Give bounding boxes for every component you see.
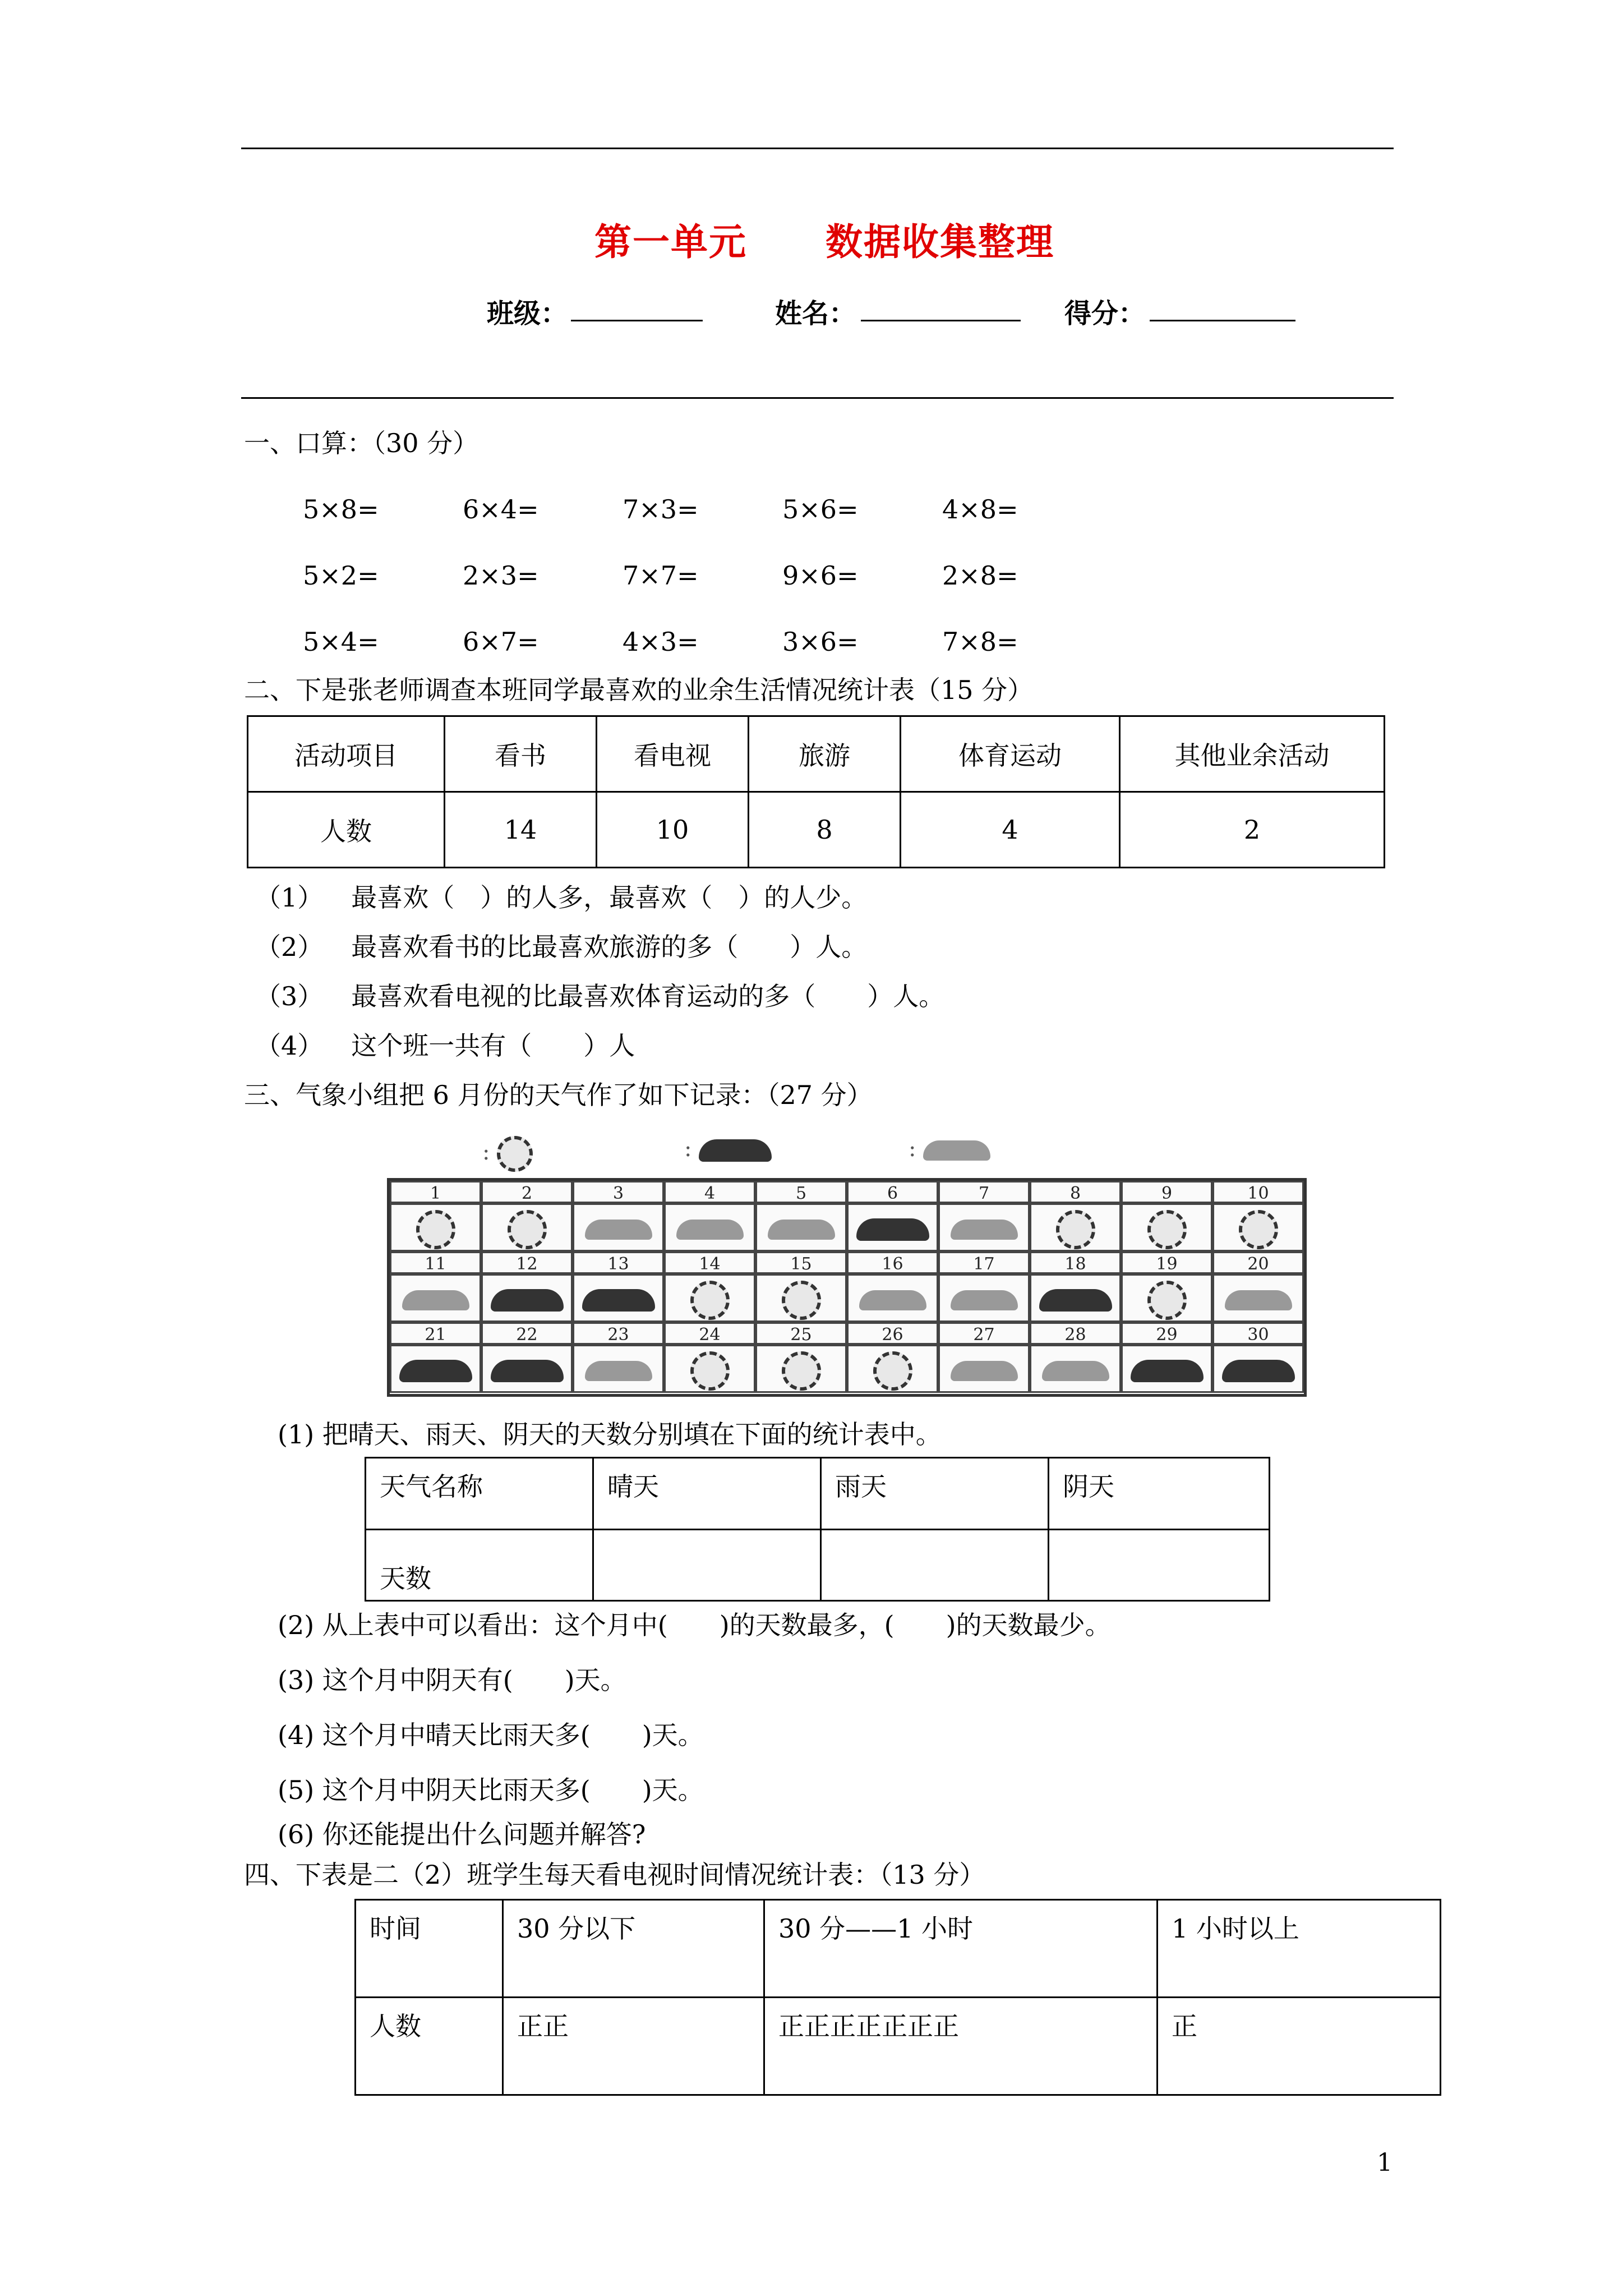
calendar-weather-cell <box>573 1345 664 1393</box>
s2-question-2 <box>255 930 867 964</box>
oral-problem: 6×4= <box>463 494 539 524</box>
calendar-day-number: 18 <box>1030 1251 1121 1274</box>
calendar-weather-cell <box>390 1274 481 1322</box>
rain-cloud-icon <box>1131 1360 1204 1382</box>
calendar-day-number: 9 <box>1121 1181 1212 1203</box>
table-cell: 正 <box>1158 1998 1441 2095</box>
class-label: 班级： <box>487 298 568 329</box>
sun-icon <box>782 1281 821 1320</box>
cloud-icon <box>585 1361 652 1381</box>
s3-question-1: (1) 把晴天、雨天、阴天的天数分别填在下面的统计表中。 <box>278 1419 942 1450</box>
calendar-weather-cell <box>390 1345 481 1393</box>
sun-icon <box>508 1210 547 1249</box>
calendar-weather-cell <box>390 1203 481 1251</box>
calendar-day-number: 3 <box>573 1181 664 1203</box>
calendar-weather-cell <box>481 1203 573 1251</box>
table-cell: 活动项目 <box>248 716 445 792</box>
weather-legend <box>482 1136 533 1172</box>
calendar-weather-cell <box>1212 1203 1304 1251</box>
calendar-weather-cell <box>1121 1274 1212 1322</box>
oral-problem: 5×8= <box>303 494 379 524</box>
calendar-day-number: 30 <box>1212 1322 1304 1345</box>
oral-problem: 6×7= <box>463 627 539 657</box>
calendar-day-number: 25 <box>755 1322 847 1345</box>
s2-question-4 <box>255 1029 635 1062</box>
question-number: （4） <box>255 1030 324 1061</box>
calendar-day-number: 12 <box>481 1251 573 1274</box>
table-cell: 其他业余活动 <box>1120 716 1385 792</box>
s3-question-2: (2) 从上表中可以看出：这个月中( )的天数最多，( )的天数最少。 <box>278 1610 1111 1640</box>
calendar-day-number: 6 <box>847 1181 938 1203</box>
sun-icon <box>1239 1210 1278 1249</box>
table-cell: 雨天 <box>821 1458 1049 1530</box>
calendar-weather-cell <box>755 1345 847 1393</box>
weather-legend-cloud <box>909 1136 990 1162</box>
title-topic: 数据收集整理 <box>825 220 1054 264</box>
calendar-day-number: 16 <box>847 1251 938 1274</box>
legend-colon: : <box>482 1139 490 1165</box>
table-cell: 30 分——1 小时 <box>764 1900 1158 1998</box>
table-cell: 4 <box>901 792 1120 868</box>
activity-table <box>247 715 1385 868</box>
calendar-weather-cell <box>755 1203 847 1251</box>
oral-problem: 7×3= <box>623 494 699 524</box>
calendar-weather-cell <box>573 1203 664 1251</box>
sun-icon <box>690 1281 730 1320</box>
rain-cloud-icon <box>1222 1360 1295 1382</box>
cloud-icon <box>859 1290 926 1310</box>
table-row <box>356 1998 1441 2095</box>
cloud-icon <box>676 1220 744 1240</box>
calendar-day-number: 24 <box>664 1322 755 1345</box>
cloud-icon <box>402 1290 469 1310</box>
oral-problem: 3×6= <box>782 627 859 657</box>
calendar-day-number: 21 <box>390 1322 481 1345</box>
name-blank[interactable] <box>861 320 1021 321</box>
header-bottom-rule <box>241 397 1394 399</box>
sun-icon <box>1056 1210 1095 1249</box>
cloud-icon <box>768 1220 835 1240</box>
table-cell: 体育运动 <box>901 716 1120 792</box>
name-label: 姓名： <box>775 298 856 329</box>
section3-heading: 三、气象小组把 6 月份的天气作了如下记录：（27 分） <box>244 1080 873 1110</box>
rain-cloud-icon <box>1039 1289 1112 1312</box>
answer-cell[interactable] <box>1049 1530 1270 1601</box>
calendar-weather-cell <box>938 1345 1030 1393</box>
sun-icon <box>1147 1281 1187 1320</box>
section4-heading: 四、下表是二（2）班学生每天看电视时间情况统计表：（13 分） <box>244 1860 985 1890</box>
question-text: 最喜欢看电视的比最喜欢体育运动的多（ ）人。 <box>351 981 945 1011</box>
table-cell: 阴天 <box>1049 1458 1270 1530</box>
calendar-weather-cell <box>664 1345 755 1393</box>
calendar-day-number: 5 <box>755 1181 847 1203</box>
cloud-icon <box>951 1361 1018 1381</box>
oral-problem: 7×8= <box>942 627 1018 657</box>
calendar-weather-cell <box>938 1274 1030 1322</box>
sun-icon <box>782 1351 821 1391</box>
oral-problem: 5×4= <box>303 627 379 657</box>
calendar-day-number: 23 <box>573 1322 664 1345</box>
weather-summary-table <box>365 1457 1270 1602</box>
calendar-day-number: 4 <box>664 1181 755 1203</box>
calendar-day-number: 13 <box>573 1251 664 1274</box>
rain-cloud-icon <box>856 1218 929 1241</box>
title-unit: 第一单元 <box>594 220 747 264</box>
sun-icon <box>497 1136 533 1172</box>
calendar-weather-cell <box>1212 1345 1304 1393</box>
answer-cell[interactable] <box>821 1530 1049 1601</box>
section2-heading: 二、下是张老师调查本班同学最喜欢的业余生活情况统计表（15 分） <box>244 675 1034 705</box>
rain-cloud-icon <box>699 1139 772 1162</box>
question-number: （1） <box>255 882 324 913</box>
oral-problem: 9×6= <box>782 560 859 591</box>
cloud-icon <box>923 1140 990 1161</box>
cloud-icon <box>951 1290 1018 1310</box>
oral-problem: 5×6= <box>782 494 859 524</box>
question-text: 最喜欢（ ）的人多，最喜欢（ ）的人少。 <box>351 882 868 913</box>
table-cell: 看书 <box>445 716 597 792</box>
calendar-day-number: 19 <box>1121 1251 1212 1274</box>
table-cell: 天数 <box>366 1530 593 1601</box>
oral-problem: 2×8= <box>942 560 1018 591</box>
cloud-icon <box>585 1220 652 1240</box>
cloud-icon <box>1225 1290 1292 1310</box>
rain-cloud-icon <box>491 1360 564 1382</box>
s2-question-3 <box>255 979 944 1013</box>
calendar-day-number: 1 <box>390 1181 481 1203</box>
oral-problem: 4×8= <box>942 494 1018 524</box>
score-blank[interactable] <box>1150 320 1295 321</box>
calendar-weather-cell <box>573 1274 664 1322</box>
question-text: 这个班一共有（ ）人 <box>351 1030 635 1061</box>
table-cell: 10 <box>597 792 749 868</box>
legend-colon: : <box>909 1136 916 1162</box>
calendar-weather-cell <box>481 1274 573 1322</box>
s3-question-6: (6) 你还能提出什么问题并解答? <box>278 1819 646 1849</box>
calendar-weather-cell <box>847 1203 938 1251</box>
table-cell: 人数 <box>248 792 445 868</box>
calendar-day-number: 10 <box>1212 1181 1304 1203</box>
answer-cell[interactable] <box>593 1530 821 1601</box>
table-cell: 晴天 <box>593 1458 821 1530</box>
calendar-weather-cell <box>1121 1345 1212 1393</box>
table-row <box>366 1458 1270 1530</box>
calendar-day-number: 26 <box>847 1322 938 1345</box>
page-number: 1 <box>1377 2148 1393 2177</box>
calendar-weather-cell <box>1030 1274 1121 1322</box>
legend-colon: : <box>684 1136 692 1162</box>
s3-question-5: (5) 这个月中阴天比雨天多( )天。 <box>278 1775 704 1805</box>
calendar-weather-cell <box>1030 1345 1121 1393</box>
calendar-day-number: 11 <box>390 1251 481 1274</box>
oral-problem: 5×2= <box>303 560 379 591</box>
tv-time-table <box>354 1899 1441 2096</box>
table-cell: 14 <box>445 792 597 868</box>
rain-cloud-icon <box>491 1289 564 1312</box>
score-label: 得分： <box>1064 298 1146 329</box>
table-cell: 2 <box>1120 792 1385 868</box>
calendar-day-number: 15 <box>755 1251 847 1274</box>
calendar-day-number: 22 <box>481 1322 573 1345</box>
calendar-weather-cell <box>664 1274 755 1322</box>
calendar-day-number: 28 <box>1030 1322 1121 1345</box>
sun-icon <box>873 1351 912 1391</box>
rain-cloud-icon <box>399 1360 472 1382</box>
question-number: （2） <box>255 932 324 962</box>
table-cell: 看电视 <box>597 716 749 792</box>
table-cell: 正正正正正正正 <box>764 1998 1158 2095</box>
table-row <box>366 1530 1270 1601</box>
table-cell: 正正 <box>503 1998 764 2095</box>
calendar-weather-cell <box>664 1203 755 1251</box>
table-row <box>356 1900 1441 1998</box>
table-cell: 人数 <box>356 1998 503 2095</box>
top-rule <box>241 148 1394 149</box>
calendar-weather-cell <box>847 1345 938 1393</box>
table-cell: 8 <box>749 792 901 868</box>
calendar-weather-cell <box>1212 1274 1304 1322</box>
calendar-weather-cell <box>938 1203 1030 1251</box>
calendar-day-number: 20 <box>1212 1251 1304 1274</box>
table-row <box>248 792 1385 868</box>
table-cell: 1 小时以上 <box>1158 1900 1441 1998</box>
oral-problem: 4×3= <box>623 627 699 657</box>
page-title <box>594 212 1054 265</box>
table-row <box>248 716 1385 792</box>
question-text: 最喜欢看书的比最喜欢旅游的多（ ）人。 <box>351 932 868 962</box>
question-number: （3） <box>255 981 324 1011</box>
weather-legend-rain <box>684 1136 772 1162</box>
table-cell: 时间 <box>356 1900 503 1998</box>
rain-cloud-icon <box>582 1289 655 1312</box>
table-cell: 旅游 <box>749 716 901 792</box>
oral-problem: 2×3= <box>463 560 539 591</box>
calendar-weather-cell <box>1121 1203 1212 1251</box>
s2-question-1 <box>255 881 867 914</box>
sun-icon <box>1147 1210 1187 1249</box>
table-cell: 30 分以下 <box>503 1900 764 1998</box>
calendar-day-number: 27 <box>938 1322 1030 1345</box>
calendar-day-number: 17 <box>938 1251 1030 1274</box>
oral-problem: 7×7= <box>623 560 699 591</box>
sun-icon <box>416 1210 455 1249</box>
calendar-day-number: 2 <box>481 1181 573 1203</box>
calendar-weather-cell <box>755 1274 847 1322</box>
sun-icon <box>690 1351 730 1391</box>
calendar-day-number: 29 <box>1121 1322 1212 1345</box>
s3-question-3: (3) 这个月中阴天有( )天。 <box>278 1665 626 1695</box>
calendar-day-number: 7 <box>938 1181 1030 1203</box>
calendar-weather-cell <box>847 1274 938 1322</box>
calendar-day-number: 14 <box>664 1251 755 1274</box>
calendar-weather-cell <box>1030 1203 1121 1251</box>
table-cell: 天气名称 <box>366 1458 593 1530</box>
weather-calendar <box>387 1178 1307 1397</box>
cloud-icon <box>1042 1361 1109 1381</box>
section1-heading: 一、口算：（30 分） <box>244 428 479 458</box>
calendar-weather-cell <box>481 1345 573 1393</box>
class-blank[interactable] <box>571 320 703 321</box>
s3-question-4: (4) 这个月中晴天比雨天多( )天。 <box>278 1720 704 1750</box>
calendar-day-number: 8 <box>1030 1181 1121 1203</box>
cloud-icon <box>951 1220 1018 1240</box>
